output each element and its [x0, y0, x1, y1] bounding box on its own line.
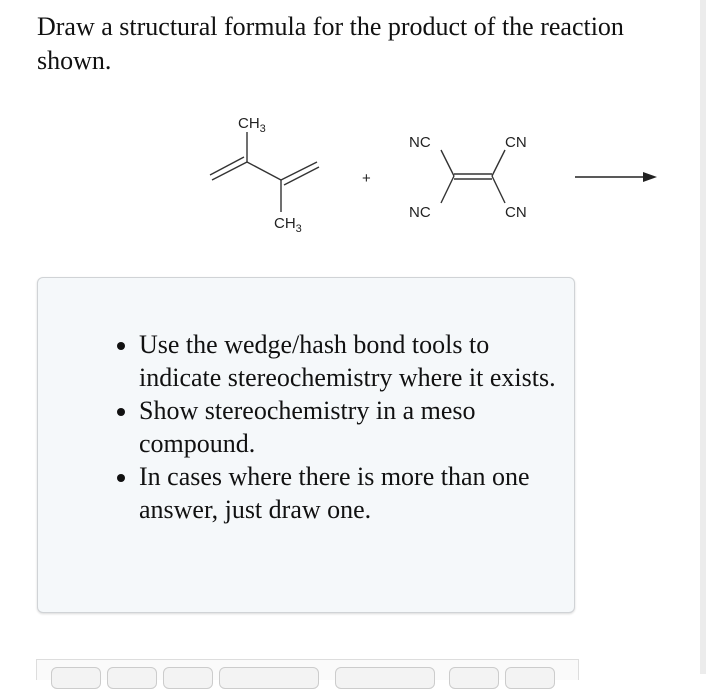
tool-button[interactable]	[335, 667, 435, 689]
reactant-diene	[210, 132, 319, 212]
nitrile-label-top-left: NC	[409, 134, 431, 151]
tool-button[interactable]	[219, 667, 319, 689]
nitrile-label-bottom-left: NC	[409, 204, 431, 221]
nitrile-label-bottom-right: CN	[505, 204, 527, 221]
instruction-item: • In cases where there is more than one answer, just draw one.	[139, 460, 559, 526]
subscript: 3	[259, 123, 266, 135]
reaction-scheme	[0, 100, 700, 250]
methyl-label-top: $CH_3$	[238, 115, 266, 135]
nitrile-label-top-right: CN	[505, 134, 527, 151]
reaction-arrow	[575, 172, 657, 182]
scrollbar[interactable]	[700, 0, 706, 674]
question-prompt: Draw a structural formula for the product of the reaction shown.	[37, 12, 624, 75]
tool-button[interactable]	[107, 667, 157, 689]
methyl-label-bottom: $CH_3$	[274, 215, 302, 235]
tool-button[interactable]	[163, 667, 213, 689]
instruction-item: • Use the wedge/hash bond tools to indicate stereochemistry where it exists.	[139, 328, 559, 394]
subscript: 3	[295, 223, 302, 235]
tool-button[interactable]	[449, 667, 499, 689]
tool-button[interactable]	[51, 667, 101, 689]
instructions-box	[37, 277, 575, 613]
instructions-list	[38, 328, 559, 526]
tool-button[interactable]	[505, 667, 555, 689]
reactant-tcne	[441, 150, 505, 203]
instruction-item: • Show stereochemistry in a meso compound.	[139, 394, 559, 460]
plus-sign: +	[362, 170, 371, 187]
drawing-toolbar	[36, 659, 579, 680]
